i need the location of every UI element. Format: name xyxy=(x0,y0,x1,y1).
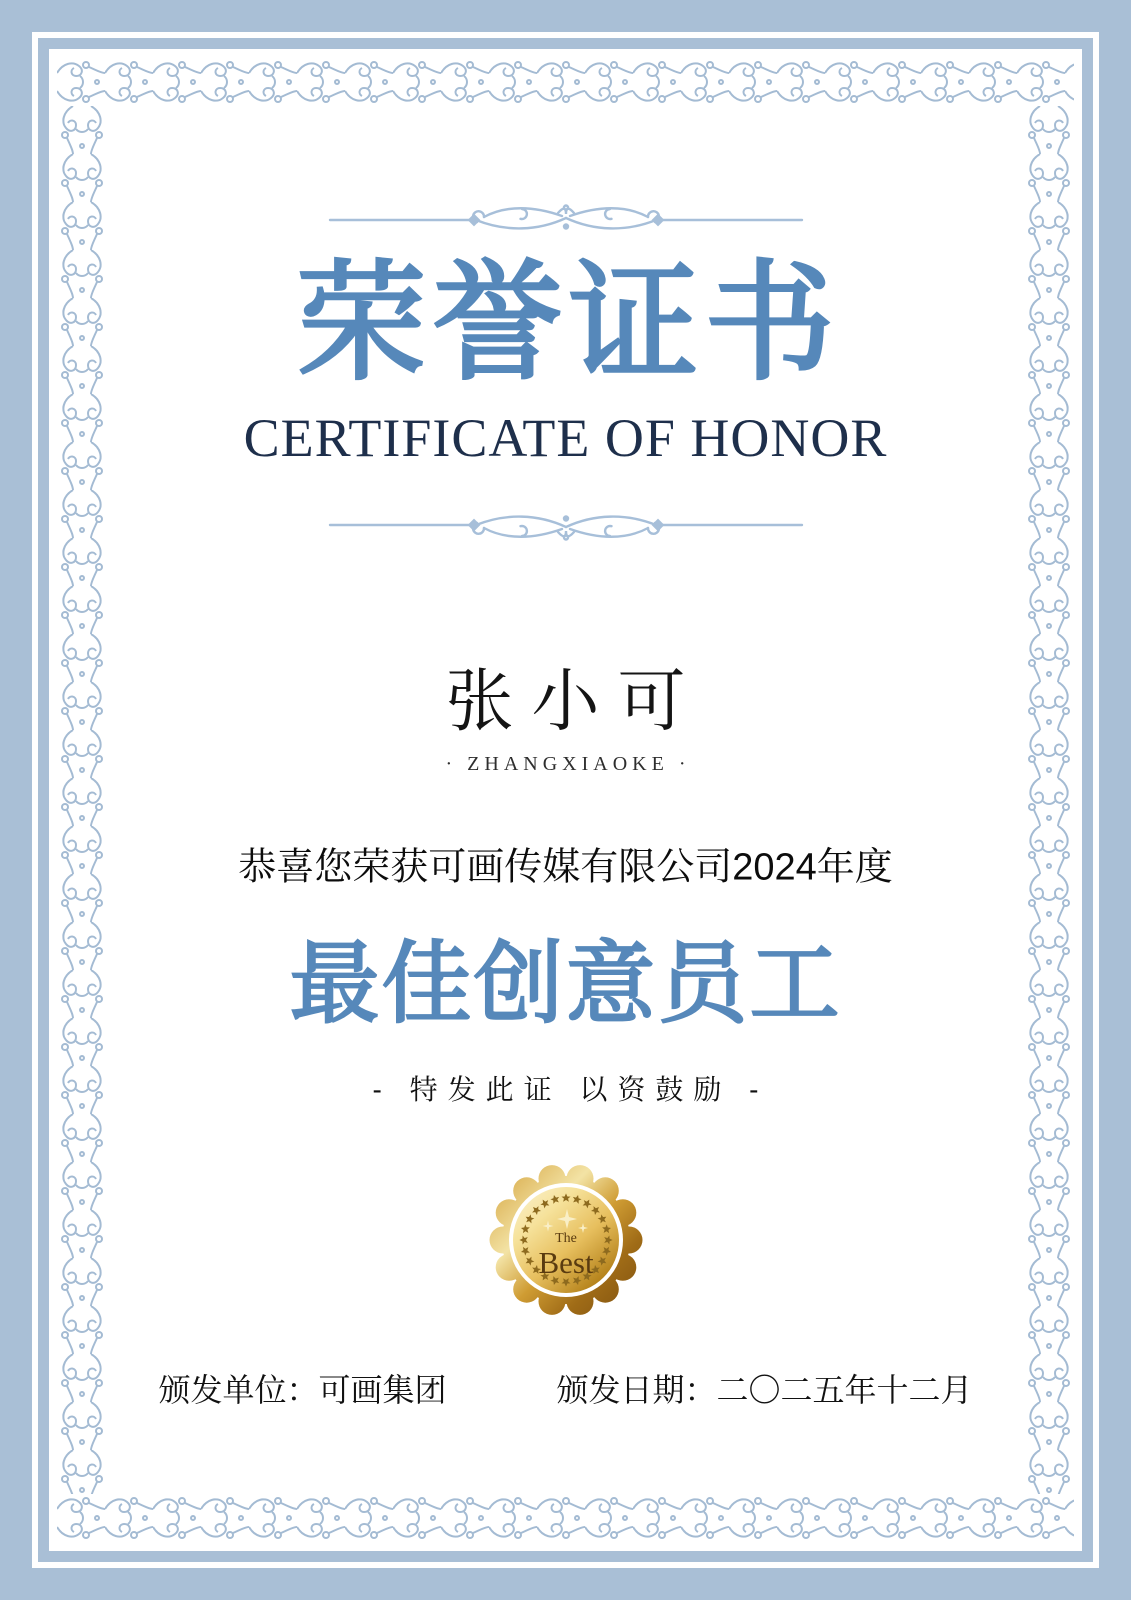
scroll-border-bottom xyxy=(57,1493,1074,1543)
seal-text-the: The xyxy=(554,1231,577,1246)
scroll-border-top xyxy=(57,57,1074,107)
footer-date-label: 颁发日期： xyxy=(556,1372,717,1408)
motto-text: - 特发此证 以资鼓励 - xyxy=(372,1073,769,1105)
frame-blue-band xyxy=(38,38,1093,1562)
footer-date xyxy=(557,1365,973,1411)
gold-seal-badge-icon xyxy=(481,1155,651,1325)
certificate-title-cn: 荣誉证书 xyxy=(296,252,841,397)
congrats-text: 恭喜您荣获可画传媒有限公司2024年度 xyxy=(238,846,893,889)
footer-issuer-name: 可画集团 xyxy=(318,1372,447,1408)
footer-issuer xyxy=(158,1365,446,1411)
seal-text-best: Best xyxy=(537,1245,594,1280)
award-title: 最佳创意员工 xyxy=(289,935,842,1035)
certificate xyxy=(49,49,1082,1551)
frame-white-line xyxy=(32,32,1099,1568)
recipient-romanized: · ZHANGXIAOKE · xyxy=(445,753,691,776)
footer-date-value: 二〇二五年十二月 xyxy=(716,1372,973,1408)
footer-issuer-label: 颁发单位： xyxy=(158,1372,319,1408)
flourish-divider-bottom xyxy=(326,503,806,547)
flourish-divider-top xyxy=(326,198,806,242)
recipient-name: 张小可 xyxy=(445,663,704,740)
certificate-title-en: CERTIFICATE OF HONOR xyxy=(243,407,888,468)
footer xyxy=(49,1365,1082,1411)
